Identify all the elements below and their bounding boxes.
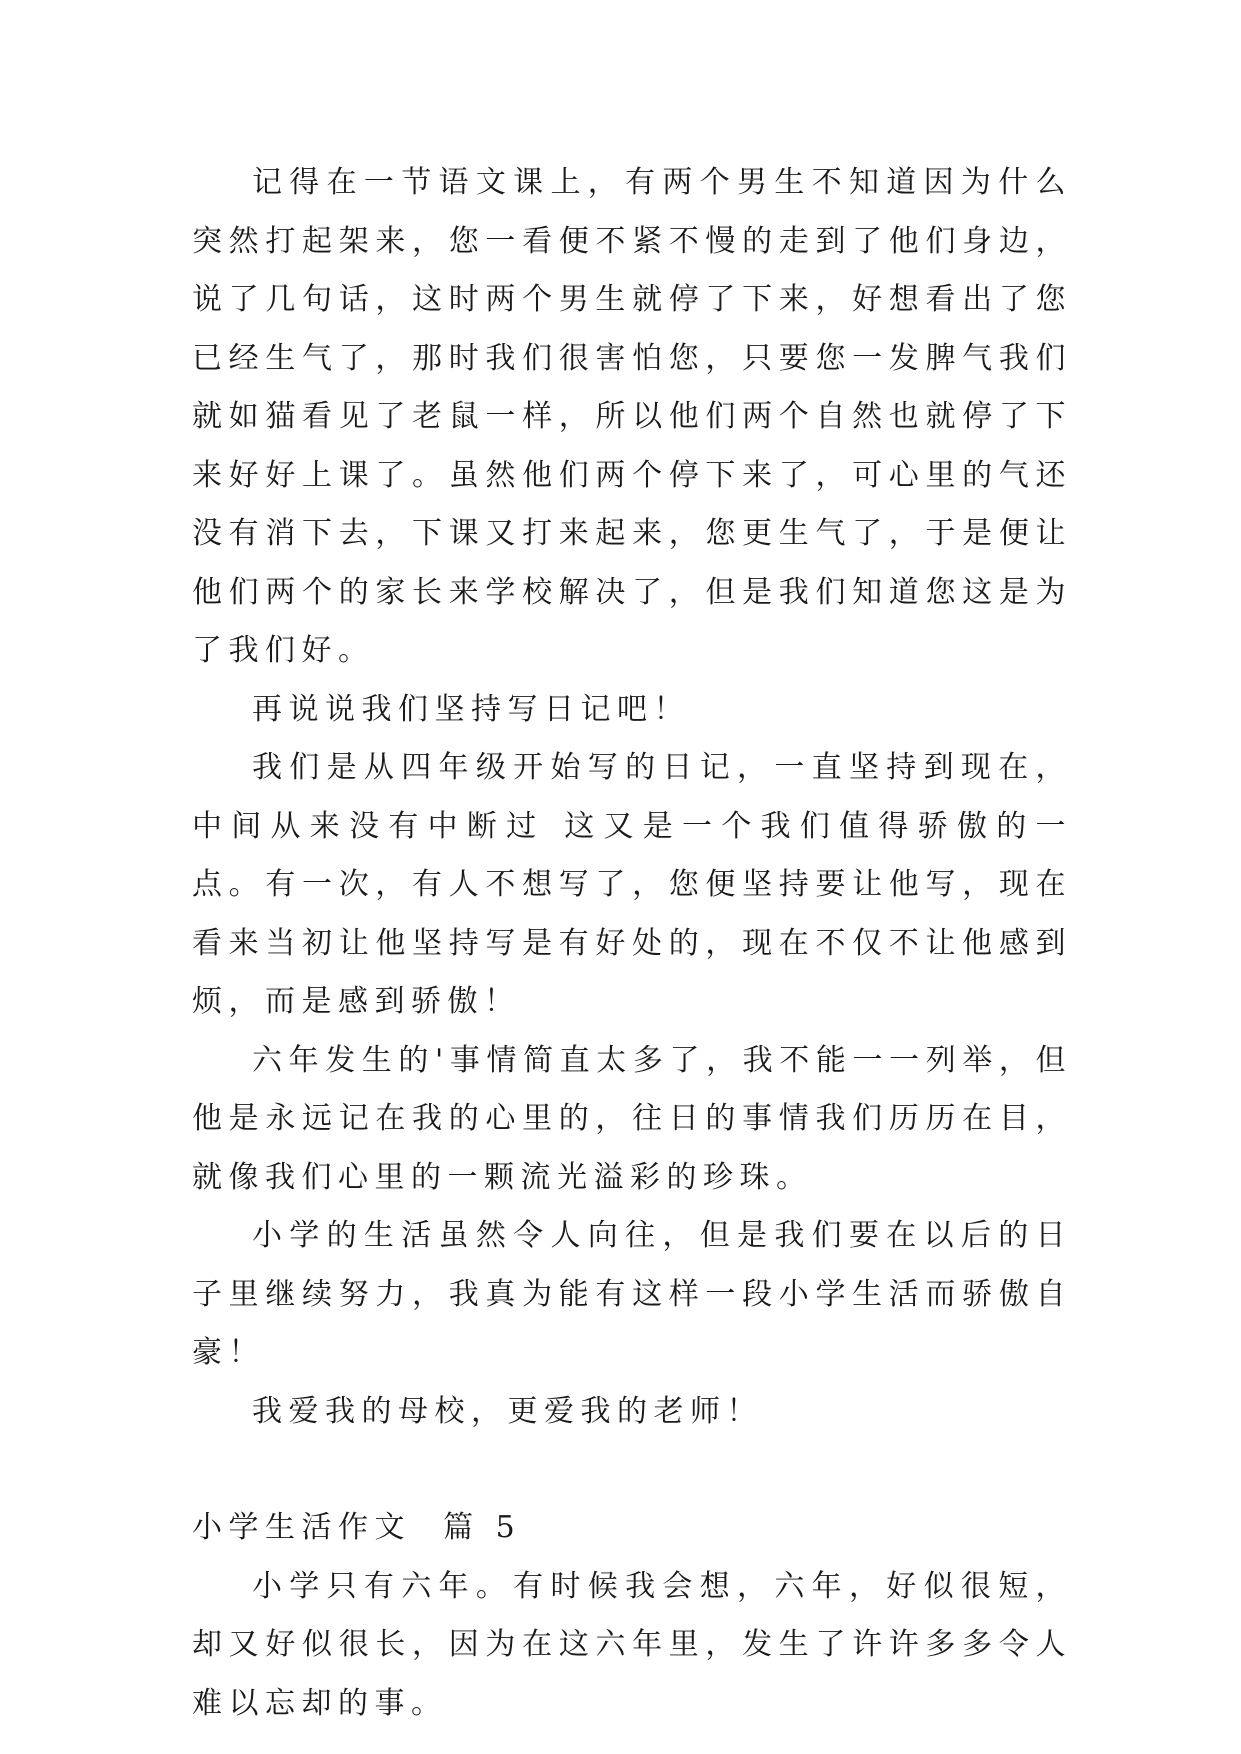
paragraph: 六年发生的'事情简直太多了，我不能一一列举，但他是永远记在我的心里的，往日的事情我们历历在目，就像我们心里的一颗流光溢彩的珍珠。 <box>192 1042 1072 1195</box>
section-heading: 小学生活作文 篇 5 <box>192 1510 522 1545</box>
paragraph: 小学的生活虽然令人向往，但是我们要在以后的日子里继续努力，我真为能有这样一段小学生活而骄傲自豪！ <box>192 1218 1072 1370</box>
paragraph: 我爱我的母校，更爱我的老师！ <box>252 1393 763 1429</box>
paragraph: 再说说我们坚持写日记吧！ <box>252 691 690 727</box>
paragraph: 小学只有六年。有时候我会想，六年，好似很短，却又好似很长，因为在这六年里，发生了许许多多令人难以忘却的事。 <box>192 1568 1072 1721</box>
paragraph: 我们是从四年级开始写的日记，一直坚持到现在，中间从来没有中断过 这又是一个我们值得骄傲的一点。有一次，有人不想写了，您便坚持要让他写，现在看来当初让他坚持写是有好处的，现在不仅不让他感到烦，而是感到骄傲！ <box>192 750 1072 1019</box>
document-page <box>192 154 1072 1733</box>
paragraph: 记得在一节语文课上，有两个男生不知道因为什么突然打起架来，您一看便不紧不慢的走到了他们身边，说了几句话，这时两个男生就停了下来，好想看出了您已经生气了，那时我们很害怕您，只要您一发脾气我们就如猫看见了老鼠一样，所以他们两个自然也就停了下来好好上课了。虽然他们两个停下来了，可心里的气还没有消下去，下课又打来起来，您更生气了，于是便让他们两个的家长来学校解决了，但是我们知道您这是为了我们好。 <box>192 165 1072 668</box>
